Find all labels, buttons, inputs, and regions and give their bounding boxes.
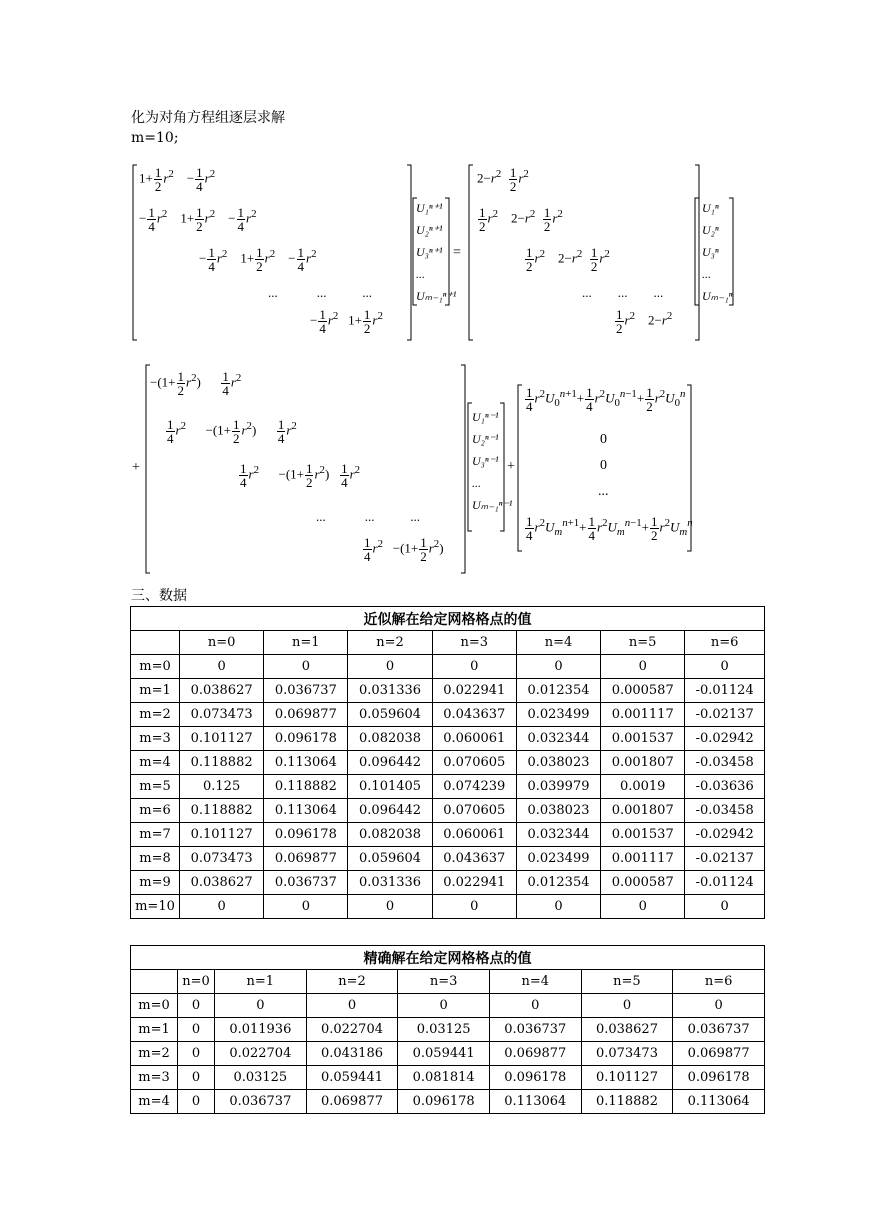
- table-cell: 0.038023: [516, 751, 600, 775]
- row-label: m=7: [131, 823, 180, 847]
- table-cell: 0.038627: [581, 1018, 673, 1042]
- table-cell: 0: [348, 895, 432, 919]
- table-cell: 0.043637: [432, 847, 516, 871]
- table-cell: 0.03125: [215, 1066, 307, 1090]
- row-label: m=10: [131, 895, 180, 919]
- table-cell: 0: [489, 994, 581, 1018]
- row-label: m=1: [131, 679, 180, 703]
- row-label: m=4: [131, 751, 180, 775]
- rhs-row-5: $\frac{1}{2}$ $r^2$ $2-r^2$: [616, 307, 673, 336]
- lhs-row-5: − $\frac{1}{4}$ $r^2$ 1+ $\frac{1}{2}$ $r^2$: [310, 307, 383, 336]
- table-cell: 0.036737: [264, 871, 348, 895]
- vec-entry: ...: [472, 476, 481, 490]
- table-cell: 0.096442: [348, 799, 432, 823]
- table-cell: 0.023499: [516, 703, 600, 727]
- table-cell: 0: [178, 1042, 215, 1066]
- table-row: [131, 1018, 765, 1042]
- table-cell: -0.01124: [685, 871, 765, 895]
- header-cell: n=3: [432, 631, 516, 655]
- header-cell: [131, 970, 178, 994]
- header-cell: n=1: [215, 970, 307, 994]
- table-cell: 0.096178: [398, 1090, 490, 1114]
- table-cell: 0.125: [180, 775, 264, 799]
- rhs-vector: [702, 197, 732, 307]
- vec-entry: U₁ⁿ⁻¹: [472, 410, 499, 424]
- table-cell: 0: [264, 655, 348, 679]
- table-row: [131, 1090, 765, 1114]
- lhs-row-1: 1+ $\frac{1}{2}$ $r^2$ − $\frac{1}{4}$ $r^2$: [139, 165, 216, 194]
- header-cell: n=5: [601, 631, 685, 655]
- table-cell: 0.038023: [516, 799, 600, 823]
- table-cell: 0: [601, 655, 685, 679]
- table-cell: 0.022704: [306, 1018, 398, 1042]
- table-cell: 0.101127: [180, 823, 264, 847]
- table-cell: 0.036737: [489, 1018, 581, 1042]
- table-cell: 0.073473: [581, 1042, 673, 1066]
- table-row: [131, 994, 765, 1018]
- row-label: m=4: [131, 1090, 178, 1114]
- bvec-row-1: $\frac{1}{4}$ $r^2U_0^{n+1}+$ $\frac{1}{4}$ $r^2U_0^{n-1}+$ $\frac{1}{2}$ $r^2U_0^n$: [526, 385, 686, 414]
- header-cell: n=2: [348, 631, 432, 655]
- table-cell: 0.012354: [516, 871, 600, 895]
- table-cell: -0.03458: [685, 799, 765, 823]
- table-cell: -0.02137: [685, 703, 765, 727]
- table-cell: 0.043637: [432, 703, 516, 727]
- table-cell: -0.03458: [685, 751, 765, 775]
- table-cell: 0: [264, 895, 348, 919]
- table-cell: 0: [432, 655, 516, 679]
- table-cell: 0.096178: [264, 823, 348, 847]
- table-cell: 0.081814: [398, 1066, 490, 1090]
- table-cell: 0.073473: [180, 703, 264, 727]
- table-cell: 0.001117: [601, 847, 685, 871]
- bvec-row-5: $\frac{1}{4}$ $r^2U_m^{n+1}+$ $\frac{1}{4}$ $r^2U_m^{n-1}+$ $\frac{1}{2}$ $r^2U_m^n$: [526, 514, 693, 543]
- table-cell: -0.02942: [685, 823, 765, 847]
- table-cell: 0: [178, 994, 215, 1018]
- table-cell: 0: [581, 994, 673, 1018]
- table-cell: 0.036737: [673, 1018, 765, 1042]
- table-row: [131, 679, 765, 703]
- table-cell: 0.074239: [432, 775, 516, 799]
- header-cell: n=0: [180, 631, 264, 655]
- m2-row-4: ... ... ...: [316, 509, 420, 524]
- m2-row-5: $\frac{1}{4}$ $r^2 -(1+$ $\frac{1}{2}$ $r^2$): [364, 535, 444, 564]
- table-cell: 0.060061: [432, 727, 516, 751]
- table-caption: 精确解在给定网格格点的值: [131, 946, 765, 970]
- table-row: [131, 727, 765, 751]
- table-cell: 0.118882: [180, 799, 264, 823]
- row-label: m=3: [131, 727, 180, 751]
- table-cell: 0.022941: [432, 679, 516, 703]
- table-cell: 0.118882: [180, 751, 264, 775]
- table-cell: 0: [685, 655, 765, 679]
- table-cell: 0: [516, 895, 600, 919]
- equals-sign: =: [453, 245, 461, 260]
- table-row: [131, 871, 765, 895]
- row-label: m=0: [131, 655, 180, 679]
- table-cell: 0.038627: [180, 679, 264, 703]
- table-cell: 0.096442: [348, 751, 432, 775]
- section-title: 三、数据: [131, 588, 187, 604]
- table-cell: 0.036737: [264, 679, 348, 703]
- table-cell: -0.02942: [685, 727, 765, 751]
- table-cell: 0: [673, 994, 765, 1018]
- table-header-row: [131, 970, 765, 994]
- table-cell: 0.073473: [180, 847, 264, 871]
- table-row: [131, 1066, 765, 1090]
- vec-entry: U₁ⁿ⁺¹: [416, 201, 443, 215]
- row-label: m=3: [131, 1066, 178, 1090]
- table-cell: 0.036737: [215, 1090, 307, 1114]
- vec-entry: ...: [702, 267, 711, 281]
- table-row: [131, 847, 765, 871]
- header-cell: n=1: [264, 631, 348, 655]
- table-cell: 0.069877: [489, 1042, 581, 1066]
- row-label: m=2: [131, 703, 180, 727]
- row-label: m=8: [131, 847, 180, 871]
- header-cell: n=6: [673, 970, 765, 994]
- vec-entry: U₂ⁿ: [702, 223, 719, 237]
- table-header-row: [131, 631, 765, 655]
- table-cell: 0.032344: [516, 823, 600, 847]
- vec-entry: U₁ⁿ: [702, 201, 719, 215]
- header-cell: n=0: [178, 970, 215, 994]
- table-cell: 0.113064: [489, 1090, 581, 1114]
- table-cell: 0: [180, 895, 264, 919]
- table-row: [131, 799, 765, 823]
- table-cell: 0.001537: [601, 823, 685, 847]
- table-cell: 0: [215, 994, 307, 1018]
- row-label: m=1: [131, 1018, 178, 1042]
- table-cell: 0: [178, 1018, 215, 1042]
- table-cell: 0.070605: [432, 751, 516, 775]
- m2-row-1: −(1+ $\frac{1}{2}$ $r^2$) $\frac{1}{4}$ $r^2$: [150, 369, 242, 398]
- lhs-vector: [416, 197, 456, 307]
- table-cell: 0.096178: [673, 1066, 765, 1090]
- table-row: [131, 703, 765, 727]
- table-cell: 0.031336: [348, 679, 432, 703]
- table-cell: 0.022941: [432, 871, 516, 895]
- plus-sign-2: +: [507, 459, 515, 474]
- table-cell: 0.022704: [215, 1042, 307, 1066]
- table-cell: 0.069877: [264, 847, 348, 871]
- table-cell: 0: [306, 994, 398, 1018]
- table-cell: 0.012354: [516, 679, 600, 703]
- table-cell: 0.070605: [432, 799, 516, 823]
- table-cell: 0: [178, 1090, 215, 1114]
- table-cell: 0.001537: [601, 727, 685, 751]
- row-label: m=0: [131, 994, 178, 1018]
- table-cell: 0.0019: [601, 775, 685, 799]
- table-cell: 0.039979: [516, 775, 600, 799]
- table-cell: 0.069877: [673, 1042, 765, 1066]
- header-cell: n=4: [489, 970, 581, 994]
- table-cell: 0.038627: [180, 871, 264, 895]
- vec-entry: ...: [416, 267, 425, 281]
- table-cell: -0.02137: [685, 847, 765, 871]
- table-cell: 0: [348, 655, 432, 679]
- table-cell: 0.082038: [348, 823, 432, 847]
- table-cell: -0.01124: [685, 679, 765, 703]
- table-cell: 0.059604: [348, 847, 432, 871]
- table-row: [131, 1042, 765, 1066]
- table-cell: 0.001807: [601, 751, 685, 775]
- table-cell: 0.001807: [601, 799, 685, 823]
- row-label: m=5: [131, 775, 180, 799]
- table-caption: 近似解在给定网格格点的值: [131, 607, 765, 631]
- table-cell: 0: [398, 994, 490, 1018]
- table-cell: 0.082038: [348, 727, 432, 751]
- table-cell: 0.023499: [516, 847, 600, 871]
- table-cell: 0.069877: [306, 1090, 398, 1114]
- m2-row-2: $\frac{1}{4}$ $r^2$ −(1+ $\frac{1}{2}$ $r^2$) $\frac{1}{4}$ $r^2$: [167, 417, 297, 446]
- table-cell: 0: [685, 895, 765, 919]
- table-cell: 0.096178: [264, 727, 348, 751]
- table-cell: 0: [516, 655, 600, 679]
- table-cell: 0: [178, 1066, 215, 1090]
- header-cell: [131, 631, 180, 655]
- vec-entry: Uₘ₋₁ⁿ: [702, 289, 733, 303]
- table-cell: 0.043186: [306, 1042, 398, 1066]
- table-cell: 0.118882: [581, 1090, 673, 1114]
- table-cell: 0.069877: [264, 703, 348, 727]
- rhs-row-2: $\frac{1}{2}$ $r^2$ $2-r^2$ $\frac{1}{2}$ $r^2$: [479, 205, 563, 234]
- table-cell: 0.118882: [264, 775, 348, 799]
- table-row: [131, 775, 765, 799]
- bvec-row-4: ...: [598, 484, 609, 499]
- table-cell: 0.113064: [673, 1090, 765, 1114]
- plus-sign-1: +: [132, 460, 140, 475]
- approx-solution-table: [130, 606, 765, 919]
- table-cell: 0.101405: [348, 775, 432, 799]
- table-cell: 0.096178: [489, 1066, 581, 1090]
- lhs-row-4: ... ... ...: [268, 285, 372, 300]
- lhs-row-2: − $\frac{1}{4}$ $r^2$ 1+ $\frac{1}{2}$ $r^2$ − $\frac{1}{4}$ $r^2$: [139, 205, 257, 234]
- rhs-row-3: $\frac{1}{2}$ $r^2$ $2-r^2$ $\frac{1}{2}$ $r^2$: [526, 245, 610, 274]
- header-cell: n=2: [306, 970, 398, 994]
- table-cell: 0.113064: [264, 799, 348, 823]
- table-cell: 0: [180, 655, 264, 679]
- table-cell: 0.001117: [601, 703, 685, 727]
- heading-line-1: 化为对角方程组逐层求解: [131, 110, 285, 126]
- table-row: [131, 751, 765, 775]
- table-cell: 0.101127: [180, 727, 264, 751]
- table-cell: 0.03125: [398, 1018, 490, 1042]
- vec-entry: Uₘ₋₁ⁿ⁺¹: [416, 289, 457, 303]
- table-row: [131, 655, 765, 679]
- header-cell: n=5: [581, 970, 673, 994]
- header-cell: n=6: [685, 631, 765, 655]
- rhs-row-4: ... ... ...: [582, 285, 664, 300]
- table-cell: 0.059441: [306, 1066, 398, 1090]
- table-cell: 0.059604: [348, 703, 432, 727]
- table-cell: 0.113064: [264, 751, 348, 775]
- table-cell: 0: [601, 895, 685, 919]
- table-cell: 0.011936: [215, 1018, 307, 1042]
- table-cell: 0.000587: [601, 679, 685, 703]
- vec-entry: U₃ⁿ⁻¹: [472, 454, 499, 468]
- table-cell: 0.059441: [398, 1042, 490, 1066]
- m2-row-3: $\frac{1}{4}$ $r^2$ −(1+ $\frac{1}{2}$ $r^2$) $\frac{1}{4}$ $r^2$: [240, 461, 361, 490]
- table-cell: 0: [432, 895, 516, 919]
- row-label: m=6: [131, 799, 180, 823]
- table-cell: 0.032344: [516, 727, 600, 751]
- table-row: [131, 895, 765, 919]
- table-cell: 0.031336: [348, 871, 432, 895]
- vec-entry: U₂ⁿ⁻¹: [472, 432, 499, 446]
- table-cell: 0.060061: [432, 823, 516, 847]
- header-cell: n=3: [398, 970, 490, 994]
- row-label: m=9: [131, 871, 180, 895]
- header-cell: n=4: [516, 631, 600, 655]
- exact-solution-table: [130, 945, 765, 1114]
- rhs-row-1: $2-r^2$ $\frac{1}{2}$ $r^2$: [477, 165, 529, 194]
- bvec-row-2: 0: [600, 432, 607, 447]
- vec-entry: U₃ⁿ⁺¹: [416, 245, 443, 259]
- table-cell: 0.101127: [581, 1066, 673, 1090]
- vec-entry: U₃ⁿ: [702, 245, 719, 259]
- table-cell: -0.03636: [685, 775, 765, 799]
- heading-line-2: m=10;: [131, 130, 179, 146]
- bvec-row-3: 0: [600, 458, 607, 473]
- table-cell: 0.000587: [601, 871, 685, 895]
- row-label: m=2: [131, 1042, 178, 1066]
- vec-entry: U₂ⁿ⁺¹: [416, 223, 443, 237]
- vec-entry: Uₘ₋₁ⁿ⁻¹: [472, 498, 513, 512]
- table-row: [131, 823, 765, 847]
- lhs-row-3: − $\frac{1}{4}$ $r^2$ 1+ $\frac{1}{2}$ $r^2$ − $\frac{1}{4}$ $r^2$: [199, 245, 317, 274]
